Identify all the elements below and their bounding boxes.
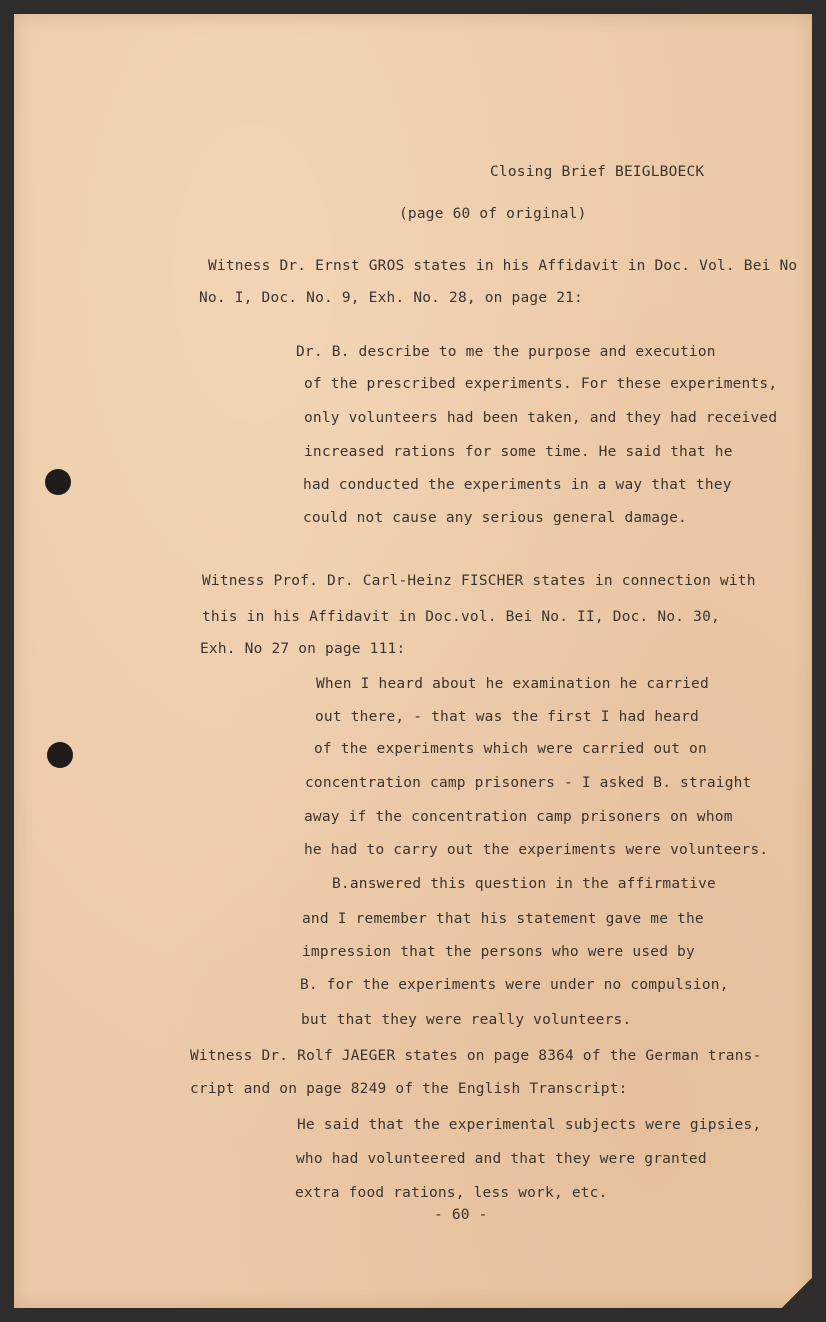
punch-hole-bottom: [47, 742, 73, 768]
page-reference: (page 60 of original): [399, 206, 587, 222]
quote-line: only volunteers had been taken, and they had received: [304, 410, 778, 426]
quote-line: impression that the persons who were used by: [302, 944, 695, 960]
quote-line: B. for the experiments were under no compulsion,: [300, 977, 729, 993]
paragraph-line: Witness Dr. Ernst GROS states in his Affidavit in Doc. Vol. Bei No: [208, 258, 798, 274]
paragraph-line: this in his Affidavit in Doc.vol. Bei No. II, Doc. No. 30,: [202, 609, 720, 625]
quote-line: had conducted the experiments in a way that they: [303, 477, 732, 493]
quote-line: who had volunteered and that they were granted: [296, 1151, 707, 1167]
quote-line: extra food rations, less work, etc.: [295, 1185, 608, 1201]
quote-line: concentration camp prisoners - I asked B. straight: [305, 775, 752, 791]
paragraph-line: Witness Prof. Dr. Carl-Heinz FISCHER states in connection with: [202, 573, 756, 589]
paragraph-line: No. I, Doc. No. 9, Exh. No. 28, on page 21:: [199, 290, 583, 306]
quote-line: He said that the experimental subjects were gipsies,: [297, 1117, 762, 1133]
paragraph-line: cript and on page 8249 of the English Transcript:: [190, 1081, 628, 1097]
punch-hole-top: [45, 469, 71, 495]
quote-line: B.answered this question in the affirmative: [332, 876, 716, 892]
page-number: - 60 -: [434, 1207, 488, 1223]
quote-line: but that they were really volunteers.: [301, 1012, 632, 1028]
quote-line: of the experiments which were carried out on: [314, 741, 707, 757]
quote-line: away if the concentration camp prisoners on whom: [304, 809, 733, 825]
quote-line: When I heard about he examination he carried: [316, 676, 709, 692]
quote-line: of the prescribed experiments. For these experiments,: [304, 376, 778, 392]
quote-line: out there, - that was the first I had heard: [315, 709, 699, 725]
torn-corner: [782, 1278, 812, 1308]
quote-line: Dr. B. describe to me the purpose and execution: [296, 344, 716, 360]
quote-line: he had to carry out the experiments were volunteers.: [304, 842, 769, 858]
document-page: [14, 14, 812, 1308]
quote-line: could not cause any serious general damage.: [303, 510, 687, 526]
document-title: Closing Brief BEIGLBOECK: [490, 164, 705, 180]
quote-line: increased rations for some time. He said that he: [304, 444, 733, 460]
paragraph-line: Witness Dr. Rolf JAEGER states on page 8364 of the German trans-: [190, 1048, 762, 1064]
quote-line: and I remember that his statement gave me the: [302, 911, 704, 927]
paragraph-line: Exh. No 27 on page 111:: [200, 641, 406, 657]
